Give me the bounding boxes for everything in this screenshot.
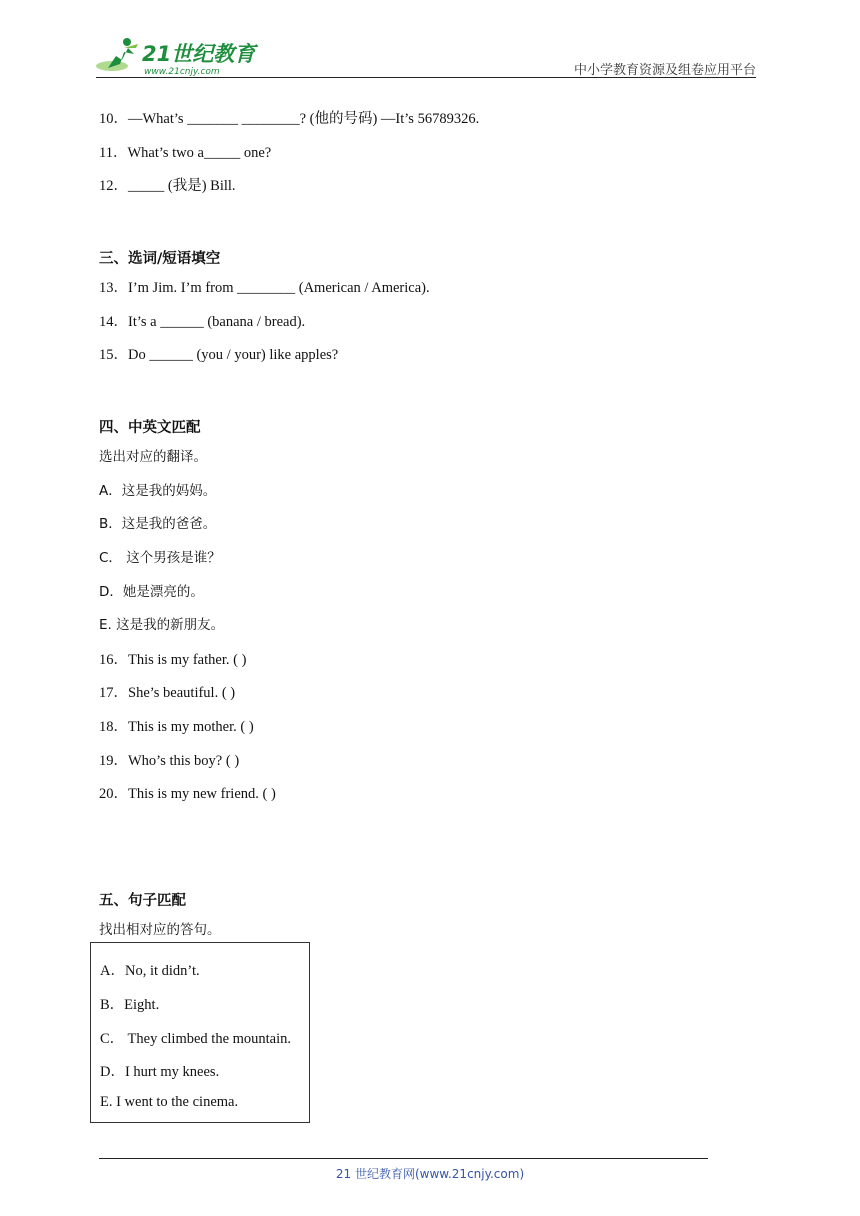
answer-option-d: D．I hurt my knees.	[100, 1064, 220, 1080]
question-18: 18．This is my mother. ( )	[99, 719, 254, 735]
option-b: B．这是我的爸爸。	[99, 516, 217, 532]
question-15: 15．Do ______ (you / your) like apples?	[99, 347, 339, 363]
answer-options-box	[90, 942, 310, 1123]
answer-option-b: B．Eight.	[100, 997, 160, 1013]
answer-option-a: A．No, it didn’t.	[100, 963, 200, 979]
answer-option-c: C． They climbed the mountain.	[100, 1031, 292, 1047]
section-5-instruction: 找出相对应的答句。	[99, 922, 221, 938]
question-13: 13．I’m Jim. I’m from ________ (American / America).	[99, 280, 430, 296]
footer-divider	[99, 1158, 708, 1159]
question-11: 11．What’s two a_____ one?	[99, 145, 272, 161]
option-a: A．这是我的妈妈。	[99, 483, 217, 499]
section-5-title: 五、句子匹配	[99, 893, 186, 909]
question-16: 16．This is my father. ( )	[99, 652, 247, 668]
question-12: 12．_____ (我是) Bill.	[99, 178, 236, 194]
section-3-title: 三、选词/短语填空	[99, 251, 221, 267]
question-20: 20．This is my new friend. ( )	[99, 786, 276, 802]
logo	[94, 34, 264, 78]
footer-link[interactable]: 21 世纪教育网(www.21cnjy.com)	[335, 1167, 525, 1181]
answer-option-e: E. I went to the cinema.	[100, 1094, 239, 1110]
section-4-instruction: 选出对应的翻译。	[99, 449, 207, 465]
question-19: 19．Who’s this boy? ( )	[99, 753, 240, 769]
header-divider	[96, 77, 756, 78]
svg-text:www.21cnjy.com: www.21cnjy.com	[144, 67, 220, 77]
option-c: C． 这个男孩是谁？	[99, 550, 221, 566]
header-platform-text: 中小学教育资源及组卷应用平台	[573, 63, 756, 78]
svg-text:21世纪教育: 21世纪教育	[142, 42, 256, 66]
option-d: D．她是漂亮的。	[99, 584, 204, 600]
question-17: 17．She’s beautiful. ( )	[99, 685, 236, 701]
question-14: 14．It’s a ______ (banana / bread).	[99, 314, 306, 330]
section-4-title: 四、中英文匹配	[99, 420, 201, 436]
question-10: 10．—What’s _______ ________? (他的号码) —It’s 56789326.	[99, 111, 480, 127]
option-e: E. 这是我的新朋友。	[99, 617, 225, 633]
